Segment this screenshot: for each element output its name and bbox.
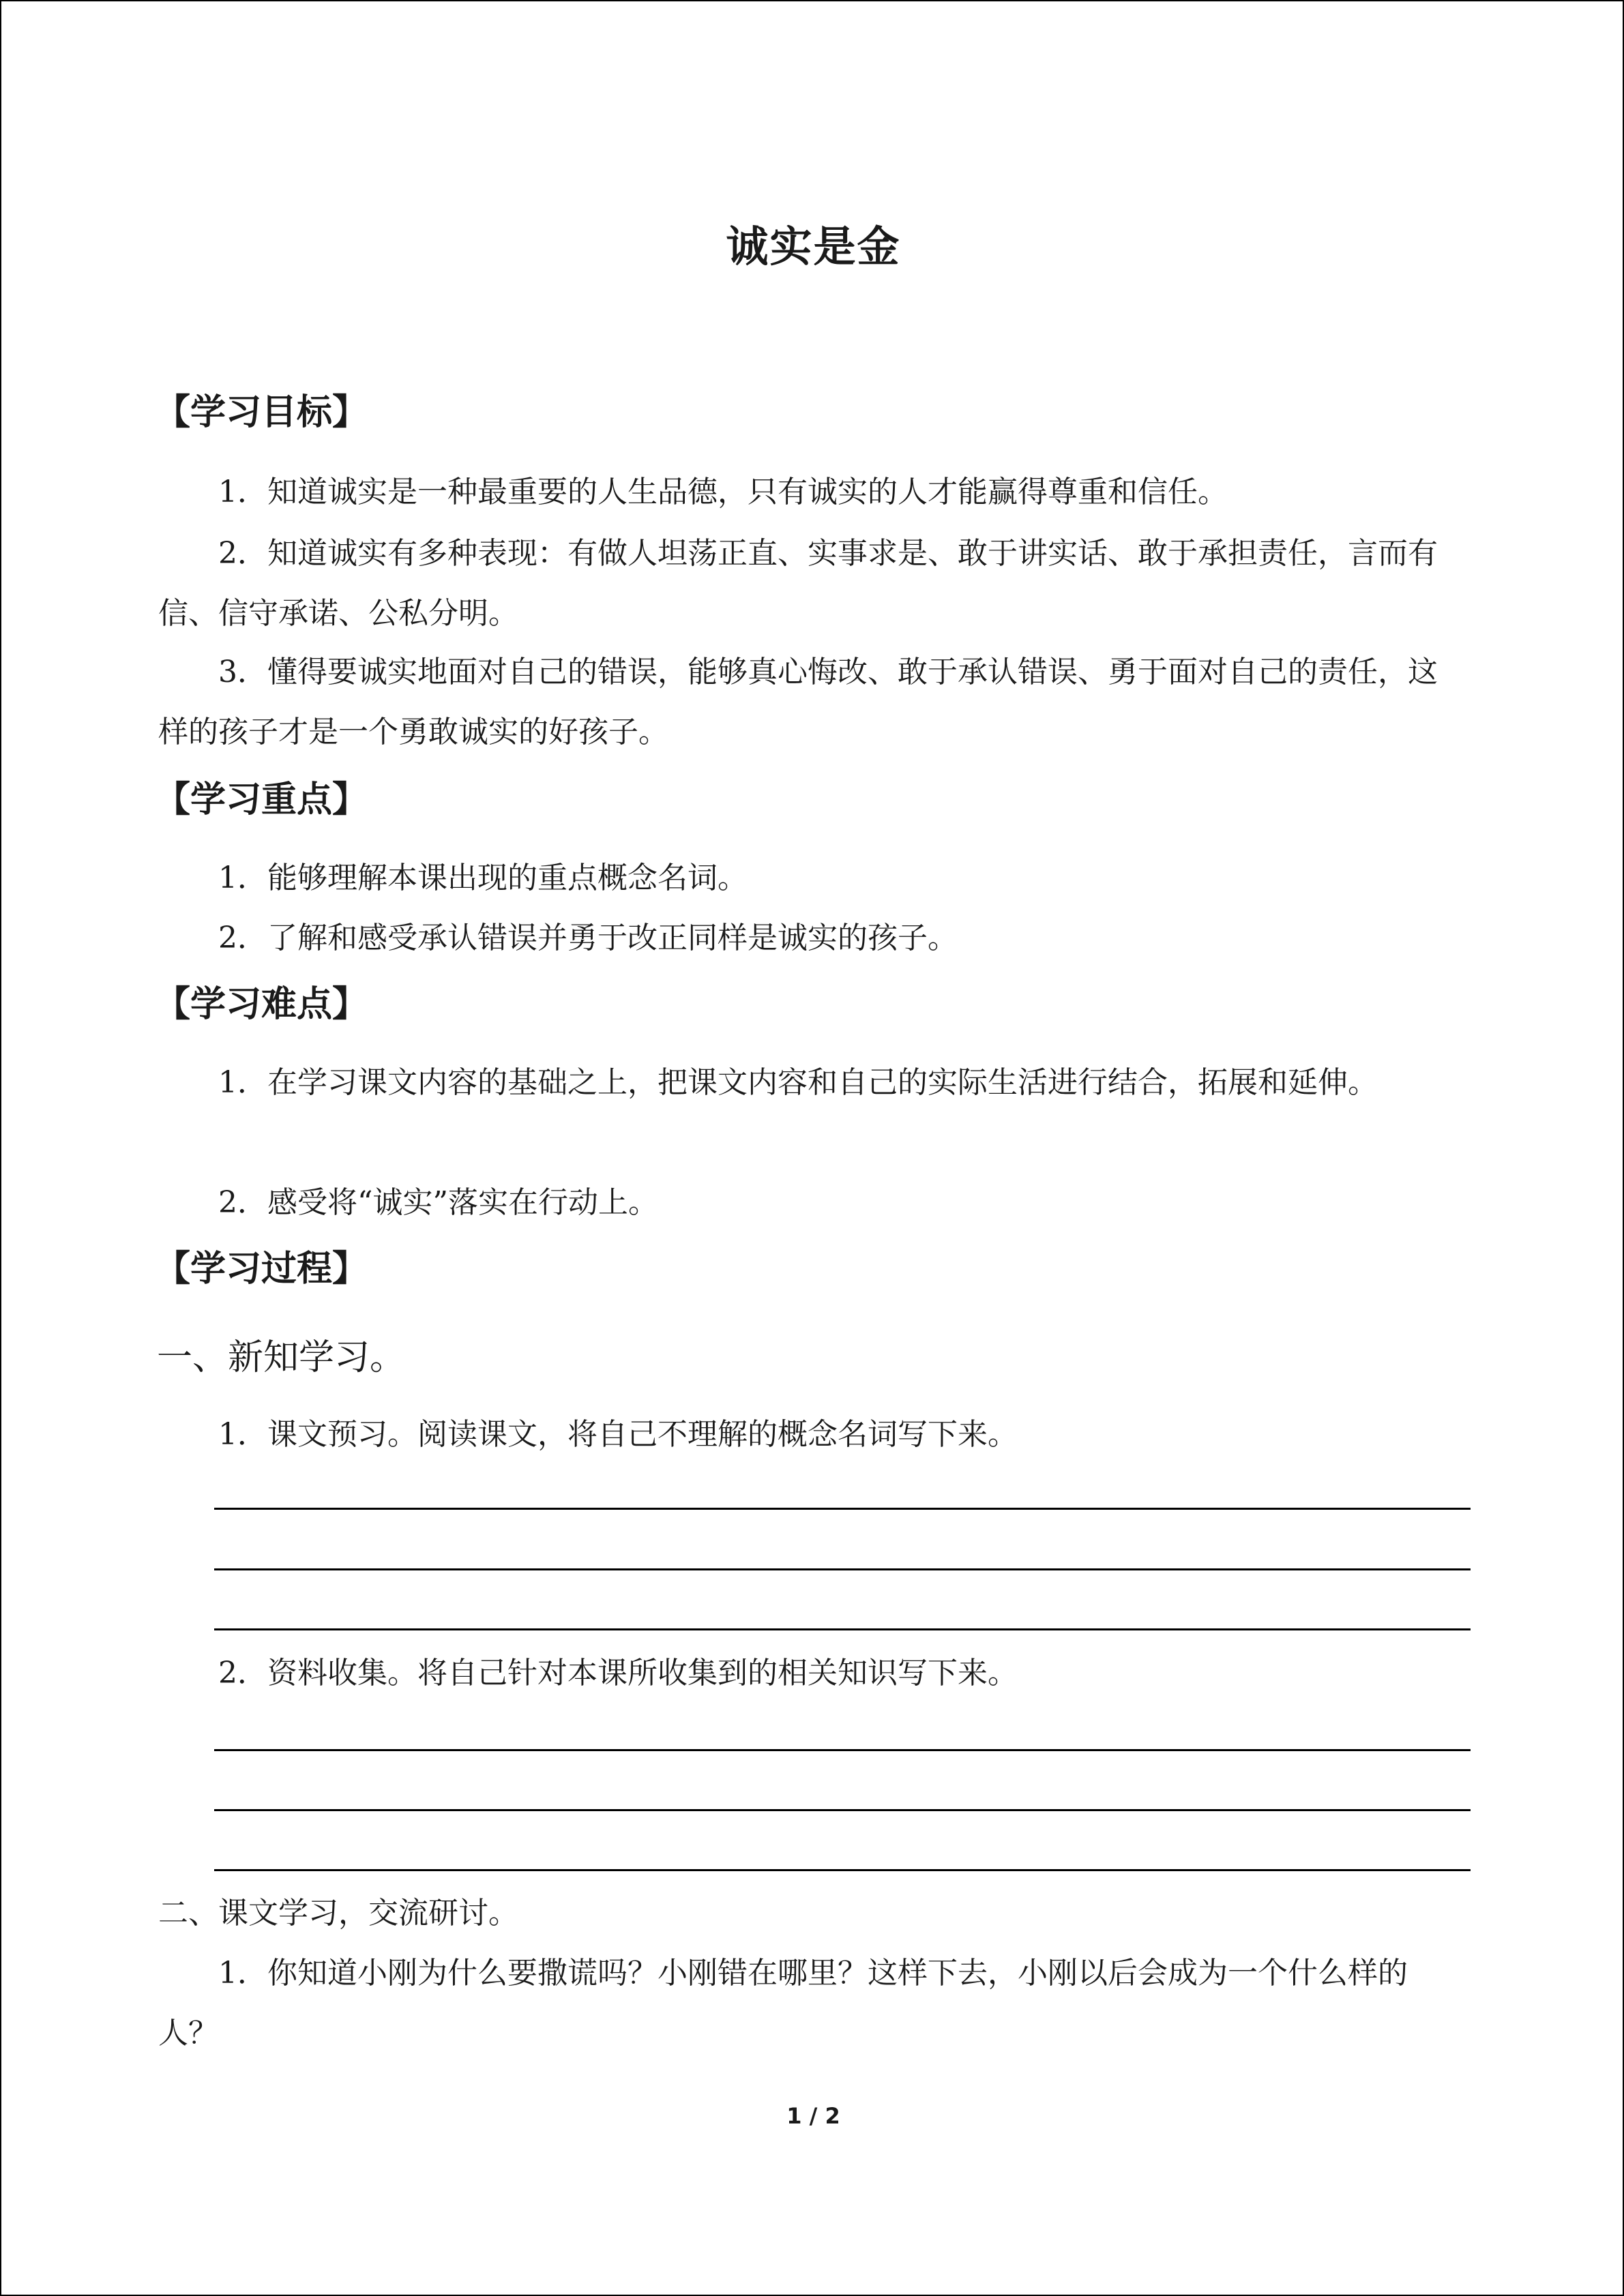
answer-line[interactable] bbox=[214, 1568, 1471, 1570]
part1-title: 一、新知学习。 bbox=[157, 1337, 406, 1378]
part1-item-1: 1．课文预习。阅读课文，将自己不理解的概念名词写下来。 bbox=[218, 1417, 1018, 1452]
difficulty-item-2: 2．感受将“诚实”落实在行动上。 bbox=[218, 1185, 658, 1220]
goal-item-2: 2．知道诚实有多种表现：有做人坦荡正直、实事求是、敢于讲实话、敢于承担责任，言而有信、信守承诺、公私分明。 bbox=[158, 536, 1438, 631]
answer-line[interactable] bbox=[214, 1508, 1471, 1510]
heading-learning-goals: 【学习目标】 bbox=[155, 392, 368, 433]
heading-learning-process: 【学习过程】 bbox=[155, 1249, 368, 1289]
answer-line[interactable] bbox=[214, 1869, 1471, 1871]
heading-difficulties: 【学习难点】 bbox=[155, 984, 368, 1025]
key-point-item-2: 2．了解和感受承认错误并勇于改正同样是诚实的孩子。 bbox=[218, 921, 958, 955]
key-point-item-1: 1．能够理解本课出现的重点概念名词。 bbox=[218, 861, 748, 895]
heading-key-points: 【学习重点】 bbox=[155, 779, 368, 820]
goal-item-3: 3．懂得要诚实地面对自己的错误，能够真心悔改、敢于承认错误、勇于面对自己的责任，这样的孩子才是一个勇敢诚实的好孩子。 bbox=[158, 655, 1438, 749]
part1-item-2: 2．资料收集。将自己针对本课所收集到的相关知识写下来。 bbox=[218, 1656, 1018, 1690]
page-number: 1 / 2 bbox=[786, 2103, 840, 2129]
difficulty-item-1: 1．在学习课文内容的基础之上，把课文内容和自己的实际生活进行结合，拓展和延伸。 bbox=[218, 1065, 1378, 1100]
part2-item-1: 1．你知道小刚为什么要撒谎吗？小刚错在哪里？这样下去，小刚以后会成为一个什么样的人？ bbox=[158, 1956, 1408, 2051]
part2-title: 二、课文学习，交流研讨。 bbox=[158, 1896, 518, 1930]
answer-line[interactable] bbox=[214, 1628, 1471, 1630]
page-title: 诚实是金 bbox=[726, 222, 901, 271]
answer-line[interactable] bbox=[214, 1809, 1471, 1811]
goal-item-1: 1．知道诚实是一种最重要的人生品德，只有诚实的人才能赢得尊重和信任。 bbox=[218, 475, 1228, 509]
answer-line[interactable] bbox=[214, 1749, 1471, 1751]
